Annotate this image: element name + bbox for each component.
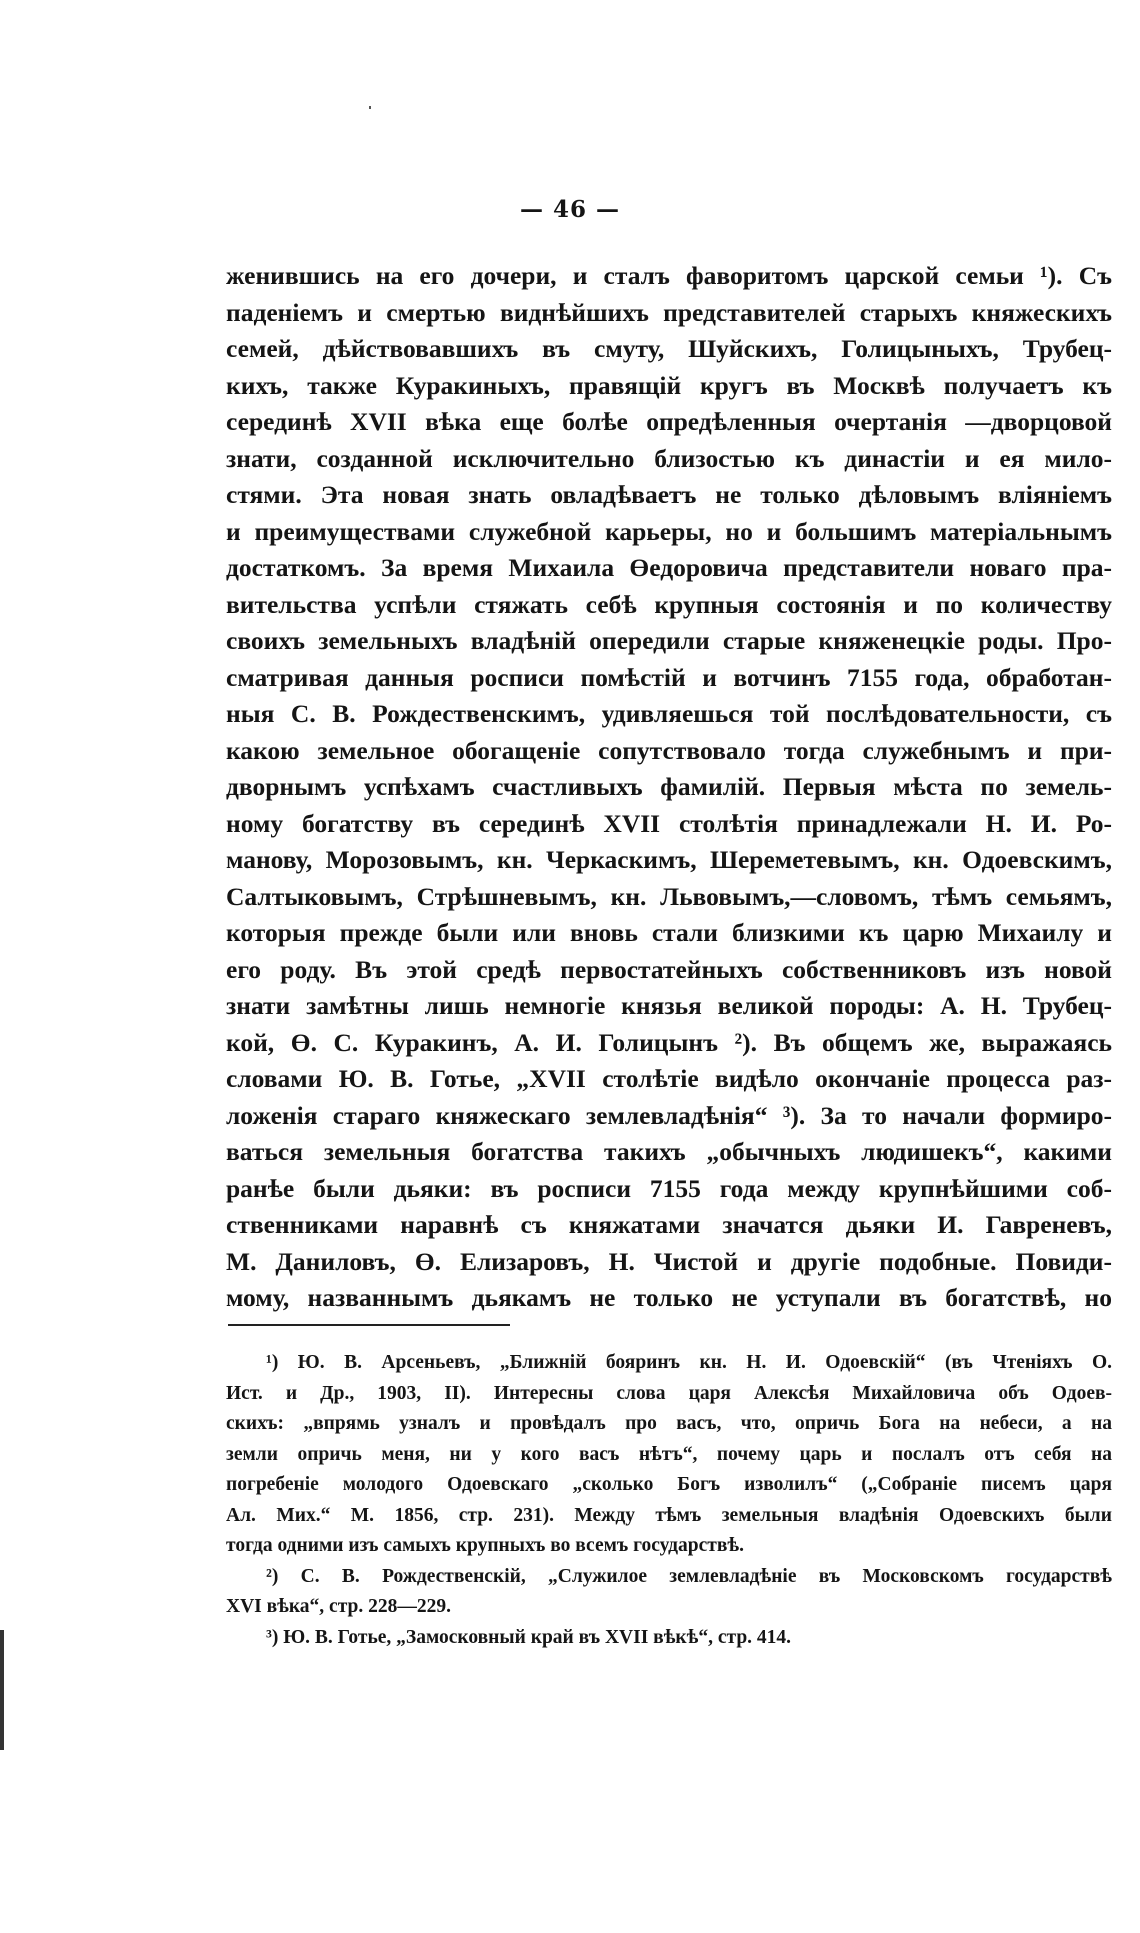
footnote-line: ²) С. В. Рождественскiй, „Служилое землевладѣнiе въ Московскомъ государствѣ — [266, 1565, 1112, 1587]
text-line: мому, названнымъ дьякамъ не только не уступали въ богатствѣ, но — [226, 1283, 1112, 1312]
footnote-line: земли опричь меня, ни у кого васъ нѣтъ“, почему царь и послалъ отъ себя на — [226, 1443, 1112, 1465]
binding-edge-mark — [0, 1630, 4, 1750]
main-text — [226, 258, 1112, 1317]
text-line: какою земельное обогащенiе сопутствовало тогда служебнымъ и при- — [226, 735, 1112, 765]
text-line: Салтыковымъ, Стрѣшневымъ, кн. Львовымъ,—словомъ, тѣмъ семьямъ, — [226, 881, 1112, 911]
text-line: ранѣе были дьяки: въ росписи 7155 года между крупнѣйшими соб- — [226, 1173, 1112, 1203]
text-line: ложенiя стараго княжескаго землевладѣнiя“ ³). За то начали формиро- — [226, 1100, 1112, 1130]
text-line: манову, Морозовымъ, кн. Черкаскимъ, Шереметевымъ, кн. Одоевскимъ, — [226, 845, 1112, 874]
text-line: стями. Эта новая знать овладѣваетъ не только дѣловымъ влiянiемъ — [226, 480, 1112, 509]
text-line: кой, Ө. С. Куракинъ, А. И. Голицынъ ²). Въ общемъ же, выражаясь — [226, 1027, 1112, 1057]
footnote-1 — [226, 1348, 1112, 1562]
text-line: ному богатству въ серединѣ XVII столѣтiя принадлежали Н. И. Ро- — [226, 808, 1112, 838]
footnote-line: XVI вѣка“, стр. 228—229. — [226, 1596, 451, 1617]
footnote-line: скихъ: „впрямь узналъ и провѣдалъ про васъ, что, опричь Бога на небеси, а на — [226, 1413, 1112, 1434]
text-line: дворнымъ успѣхамъ счастливыхъ фамилiй. Первыя мѣста по земель- — [226, 772, 1112, 801]
text-line: кихъ, также Куракиныхъ, правящiй кругъ въ Москвѣ получаетъ къ — [226, 370, 1112, 400]
text-line: достаткомъ. За время Михаила Өедоровича представители новаго пра- — [226, 553, 1112, 582]
footnotes — [226, 1348, 1112, 1653]
text-line: своихъ земельныхъ владѣнiй опередили старые княженецкiе роды. Про- — [226, 626, 1112, 655]
footnote-divider — [228, 1324, 510, 1326]
footnote-line: Ист. и Др., 1903, II). Интересны слова царя Алексѣя Михайловича объ Одоев- — [226, 1382, 1112, 1404]
text-line: словами Ю. В. Готье, „XVII столѣтiе видѣло окончанiе процесса раз- — [226, 1064, 1112, 1093]
text-line: ственниками наравнѣ съ княжатами значатся дьяки И. Гавреневъ, — [226, 1210, 1112, 1239]
footnote-line: погребенiе молодого Одоевскаго „сколько Богъ изволилъ“ („Собранiе писемъ царя — [226, 1474, 1112, 1495]
text-line: серединѣ XVII вѣка еще болѣе опредѣленныя очертанiя —дворцовой — [226, 407, 1112, 436]
footnote-line: ¹) Ю. В. Арсеньевъ, „Ближнiй бояринъ кн. Н. И. Одоевскiй“ (въ Чтенiяхъ О. — [266, 1352, 1112, 1373]
footnote-line: ³) Ю. В. Готье, „Замосковный край въ XVII вѣкѣ“, стр. 414. — [266, 1626, 792, 1648]
text-line: знати, созданной исключительно близостью къ династiи и ея мило- — [226, 443, 1112, 473]
footnote-3 — [226, 1623, 1112, 1654]
footnote-line: тогда одними изъ самыхъ крупныхъ во всемъ государствѣ. — [226, 1535, 744, 1556]
footnote-2 — [226, 1562, 1112, 1623]
text-line: ныя С. В. Рождественскимъ, удивляешься той послѣдовательности, съ — [226, 699, 1112, 728]
text-line: женившись на его дочери, и сталъ фаворитомъ царской семьи ¹). Съ — [226, 261, 1112, 290]
text-line: паденiемъ и смертью виднѣйшихъ представителей старыхъ княжескихъ — [226, 297, 1112, 327]
text-line: которыя прежде были или вновь стали близкими къ царю Михаилу и — [226, 918, 1112, 947]
text-line: сматривая данныя росписи помѣстiй и вотчинъ 7155 года, обработан- — [226, 662, 1112, 692]
footnote-line: Ал. Мих.“ М. 1856, стр. 231). Между тѣмъ земельныя владѣнiя Одоевскихъ были — [226, 1504, 1112, 1526]
text-line: его роду. Въ этой средѣ первостатейныхъ собственниковъ изъ новой — [226, 954, 1112, 984]
text-line: знати замѣтны лишь немногiе князья великой породы: А. Н. Трубец- — [226, 991, 1112, 1020]
text-line: вительства успѣли стяжать себѣ крупныя состоянiя и по количеству — [226, 589, 1112, 619]
text-line: М. Даниловъ, Ө. Елизаровъ, Н. Чистой и другiе подобные. Повиди- — [226, 1246, 1112, 1276]
text-line: ваться земельныя богатства такихъ „обычныхъ людишекъ“, какими — [226, 1137, 1112, 1166]
scan-speck — [369, 106, 371, 109]
page-number: — 46 — — [519, 196, 621, 223]
text-line: семей, дѣйствовавшихъ въ смуту, Шуйскихъ, Голицыныхъ, Трубец- — [226, 334, 1112, 363]
text-line: и преимуществами служебной карьеры, но и большимъ матерiальнымъ — [226, 516, 1112, 546]
